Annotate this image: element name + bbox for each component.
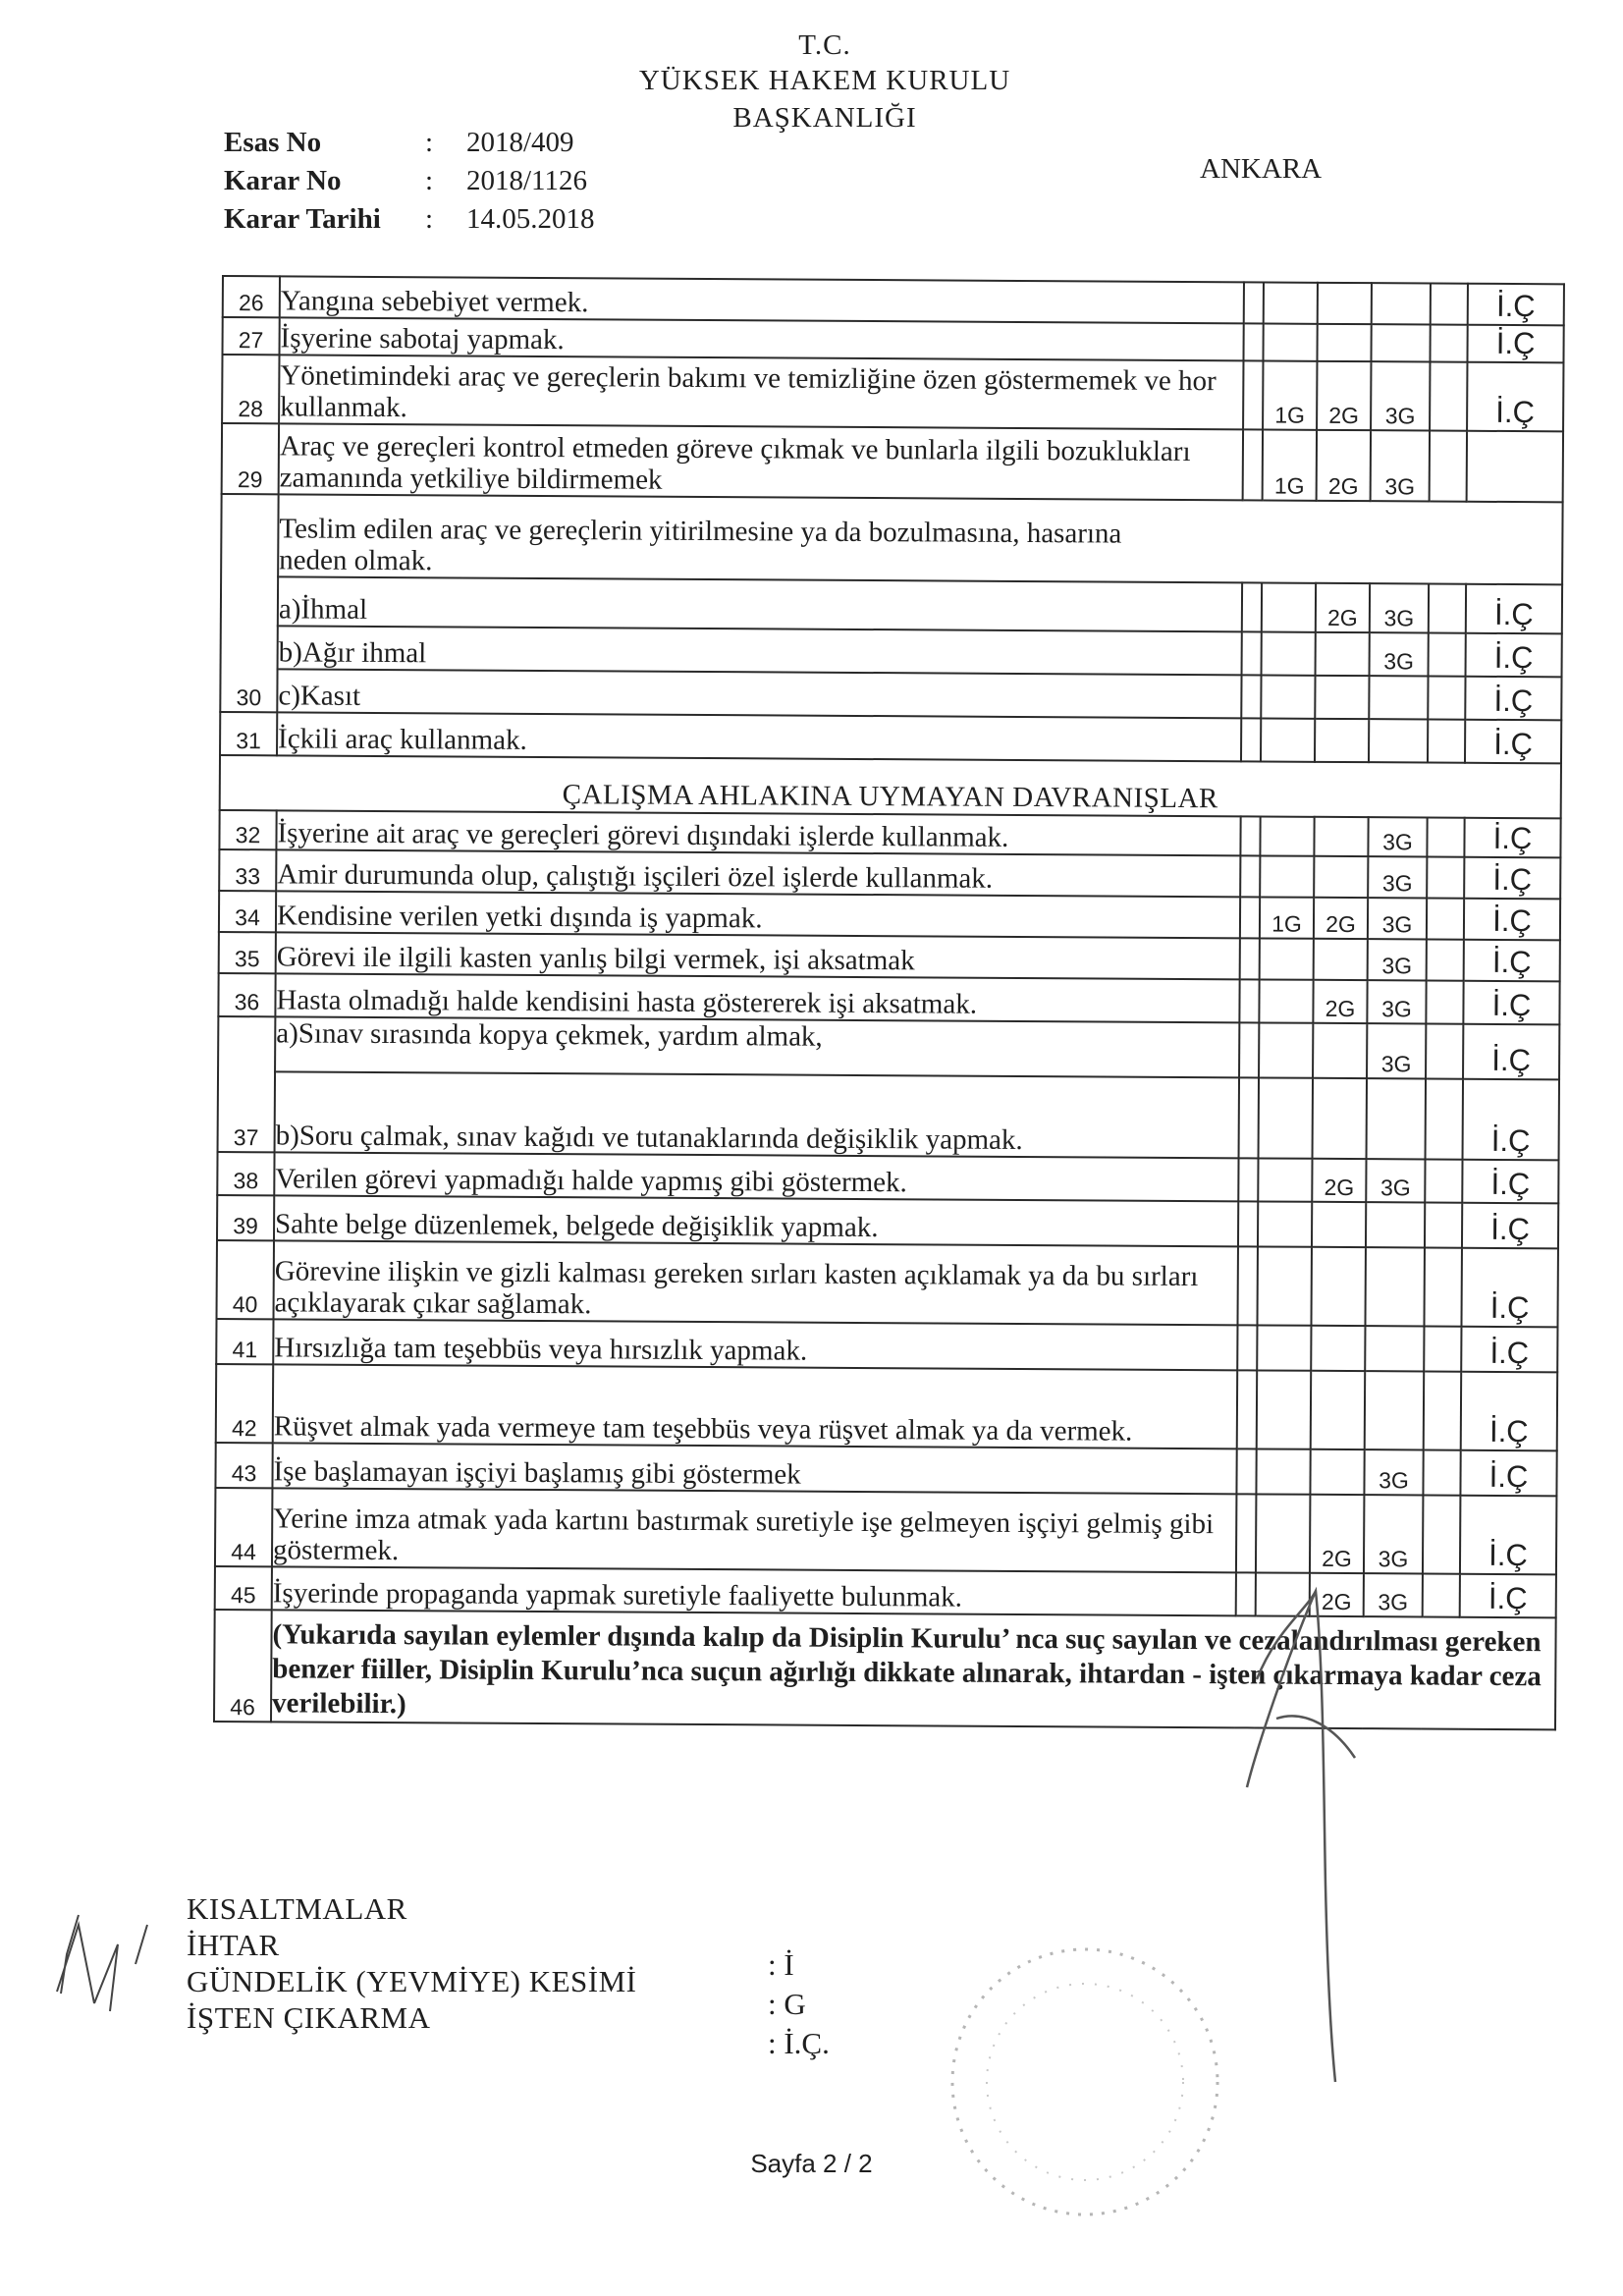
pen-ic: İ.Ç	[1463, 1079, 1559, 1161]
row-number: 27	[223, 317, 280, 355]
meta-colon: :	[425, 203, 434, 235]
pen-ic: İ.Ç	[1460, 1574, 1556, 1618]
header-institution: YÜKSEK HAKEM KURULU	[638, 65, 1011, 96]
pen-1g	[1258, 1158, 1312, 1201]
pen-3g	[1365, 1326, 1424, 1371]
pen-2g: 2G	[1310, 1495, 1364, 1573]
pen-ic: İ.Ç	[1466, 633, 1562, 678]
pen-1g	[1257, 1246, 1311, 1325]
pen-2g	[1314, 817, 1368, 856]
pen-1g	[1258, 1201, 1312, 1246]
pen-ic: İ.Ç	[1461, 1248, 1557, 1328]
pen-ic	[1467, 431, 1563, 503]
table-row	[216, 1364, 1557, 1450]
spacer-cell	[1244, 282, 1264, 323]
pen-2g	[1310, 1449, 1364, 1495]
abbreviation-values	[768, 1945, 830, 2063]
section-row	[220, 755, 1561, 818]
spacer-cell	[1426, 981, 1463, 1024]
row-subtext: b)Ağır ihmal	[278, 626, 1242, 675]
pen-3g	[1372, 283, 1431, 324]
pen-2g	[1313, 1078, 1367, 1159]
meta-value: 2018/409	[466, 127, 574, 158]
row-number: 44	[215, 1488, 272, 1566]
pen-2g	[1313, 1023, 1367, 1078]
pen-3g: 3G	[1368, 898, 1427, 939]
abbr-label: GÜNDELİK (YEVMİYE) KESİMİ	[187, 1964, 637, 1998]
pen-3g	[1365, 1247, 1424, 1326]
pen-ic: İ.Ç	[1462, 1203, 1558, 1249]
row-number: 45	[215, 1566, 272, 1610]
pen-2g	[1315, 719, 1369, 762]
spacer-cell	[1237, 1370, 1257, 1449]
pen-2g	[1314, 939, 1368, 980]
pen-2g: 2G	[1314, 898, 1368, 939]
pen-3g	[1366, 1202, 1425, 1247]
pen-1g	[1256, 1449, 1310, 1494]
pen-1g	[1259, 1022, 1313, 1077]
spacer-cell	[1238, 1158, 1258, 1201]
pen-3g: 3G	[1371, 430, 1430, 501]
spacer-cell	[1429, 633, 1466, 677]
abbreviations-title: KISALTMALAR	[187, 1891, 407, 1926]
row-subtext: c)Kasıt	[277, 669, 1241, 718]
row-text: Rüşvet almak yada vermeye tam teşebbüs veya rüşvet almak ya da vermek.	[273, 1364, 1237, 1449]
spacer-cell	[1243, 323, 1263, 360]
pen-3g: 3G	[1366, 1159, 1425, 1202]
abbr-value: : G	[768, 1987, 806, 2021]
meta-colon: :	[425, 127, 434, 158]
spacer-cell	[1424, 1248, 1461, 1327]
pen-ic: İ.Ç	[1466, 584, 1562, 634]
table-row	[222, 423, 1563, 502]
row-text: Hasta olmadığı halde kendisini hasta göstererek işi aksatmak.	[275, 973, 1239, 1022]
row-subtext: b)Soru çalmak, sınav kağıdı ve tutanaklarında değişiklik yapmak.	[275, 1071, 1239, 1158]
row-text: Görevi ile ilgili kasten yanlış bilgi vermek, işi aksatmak	[276, 932, 1240, 979]
pen-2g	[1318, 283, 1372, 324]
row-text: Amir durumunda olup, çalıştığı işçileri özel işlerde kullanmak.	[276, 849, 1240, 897]
meta-label: Karar No	[224, 165, 342, 196]
pen-ic: İ.Ç	[1468, 284, 1564, 326]
spacer-cell	[1240, 938, 1260, 979]
pen-3g: 3G	[1370, 583, 1429, 632]
pen-1g	[1260, 816, 1314, 855]
pen-1g: 1G	[1260, 897, 1314, 938]
pen-3g: 3G	[1367, 1023, 1426, 1078]
pen-3g: 3G	[1370, 632, 1429, 676]
row-text: Yerine imza atmak yada kartını bastırmak suretiyle işe gelmeyen işçiyi gelmiş gibi göstermek.	[272, 1488, 1236, 1572]
spacer-cell	[1237, 1325, 1257, 1370]
pen-3g: 3G	[1364, 1573, 1423, 1616]
pen-ic: İ.Ç	[1462, 1160, 1558, 1204]
abbr-value: : İ	[768, 1947, 794, 1982]
header-city: ANKARA	[1200, 153, 1323, 185]
pen-1g	[1262, 631, 1316, 675]
table-row	[215, 1443, 1556, 1496]
pen-ic: İ.Ç	[1461, 1327, 1557, 1373]
row-number: 39	[217, 1195, 274, 1240]
spacer-cell	[1423, 1449, 1460, 1495]
pen-1g	[1263, 323, 1317, 360]
row-text: İşyerinde propaganda yapmak suretiyle faaliyette bulunmak.	[272, 1566, 1236, 1615]
pen-ic: İ.Ç	[1460, 1450, 1556, 1497]
discipline-table	[213, 275, 1565, 1730]
pen-ic: İ.Ç	[1464, 818, 1560, 858]
pen-3g: 3G	[1364, 1449, 1423, 1495]
pen-ic: İ.Ç	[1467, 325, 1563, 363]
spacer-cell	[1430, 431, 1467, 502]
pen-3g: 3G	[1368, 856, 1427, 898]
header-tc: T.C.	[798, 29, 851, 61]
spacer-cell	[1425, 1160, 1462, 1203]
row-text: Hırsızlığa tam teşebbüs veya hırsızlık yapmak.	[273, 1319, 1237, 1370]
pen-3g: 3G	[1368, 817, 1427, 856]
row-number: 35	[219, 932, 276, 973]
table-row	[217, 1240, 1558, 1327]
pen-2g	[1317, 324, 1371, 361]
spacer-cell	[1423, 1573, 1460, 1616]
page-number: Sayfa 2 / 2	[750, 2149, 873, 2178]
spacer-cell	[1426, 1079, 1464, 1160]
spacer-cell	[1425, 1203, 1462, 1248]
spacer-cell	[1236, 1449, 1256, 1494]
row-number: 46	[214, 1610, 272, 1722]
row-number: 40	[217, 1240, 274, 1319]
handwritten-initial-mark	[49, 1895, 167, 2043]
table-row	[221, 576, 1562, 633]
meta-value: 14.05.2018	[466, 203, 595, 235]
row-number: 31	[220, 712, 277, 755]
row-text: Yangına sebebiyet vermek.	[280, 276, 1244, 323]
row-text: İçkili araç kullanmak.	[277, 712, 1241, 761]
row-number: 36	[218, 973, 275, 1016]
spacer-cell	[1241, 675, 1261, 718]
row-text: Görevine ilişkin ve gizli kalması gereken sırları kasten açıklamak ya da bu sırları açıklayarak çıkar sağlamak.	[274, 1240, 1238, 1325]
pen-1g	[1259, 979, 1313, 1022]
spacer-cell	[1240, 816, 1260, 855]
meta-label: Esas No	[224, 127, 322, 158]
pen-ic: İ.Ç	[1464, 857, 1560, 900]
row-number: 38	[217, 1152, 274, 1195]
pen-2g: 2G	[1310, 1573, 1364, 1616]
pen-ic: İ.Ç	[1465, 677, 1561, 721]
pen-3g	[1365, 1371, 1424, 1449]
spacer-cell	[1428, 720, 1465, 763]
spacer-cell	[1239, 1022, 1259, 1077]
section-title: ÇALIŞMA AHLAKINA UYMAYAN DAVRANIŞLAR	[220, 755, 1561, 818]
table-row	[216, 1319, 1557, 1372]
faded-seal-stamp	[923, 1925, 1247, 2239]
pen-1g	[1257, 1370, 1311, 1449]
row-number: 37	[218, 1016, 276, 1152]
spacer-cell	[1240, 897, 1260, 938]
row-number: 43	[215, 1443, 272, 1488]
row-number: 34	[219, 891, 276, 932]
row-subtext: a)Sınav sırasında kopya çekmek, yardım almak,	[275, 1016, 1239, 1077]
meta-esas	[224, 124, 595, 162]
spacer-cell	[1242, 582, 1262, 631]
pen-1g	[1260, 938, 1314, 979]
meta-value: 2018/1126	[466, 165, 587, 196]
table-row	[222, 355, 1563, 431]
row-number: 32	[219, 810, 276, 849]
spacer-cell	[1243, 360, 1263, 429]
spacer-cell	[1241, 718, 1261, 761]
pen-2g	[1312, 1202, 1366, 1247]
pen-3g	[1371, 324, 1430, 361]
pen-ic: İ.Ç	[1465, 720, 1561, 764]
pen-3g: 3G	[1364, 1495, 1423, 1573]
pen-2g	[1315, 676, 1369, 719]
pen-1g	[1261, 718, 1315, 761]
row-number: 29	[222, 423, 279, 494]
pen-2g	[1311, 1247, 1365, 1326]
meta-karar	[224, 162, 595, 200]
spacer-cell	[1430, 362, 1467, 431]
abbr-label: İHTAR	[187, 1928, 280, 1962]
spacer-cell	[1238, 1201, 1258, 1246]
pen-ic: İ.Ç	[1464, 899, 1560, 941]
row-number: 28	[222, 355, 279, 423]
row-text: Verilen görevi yapmadığı halde yapmış gibi göstermek.	[274, 1152, 1238, 1201]
pen-3g: 3G	[1368, 939, 1427, 980]
row-text: İşe başlamayan işçiyi başlamış gibi göstermek	[272, 1443, 1236, 1494]
meta-colon: :	[425, 165, 434, 196]
pen-1g: 1G	[1263, 429, 1317, 500]
row-number: 26	[223, 276, 280, 317]
pen-2g	[1311, 1326, 1365, 1371]
row-text: İşyerine ait araç ve gereçleri görevi dışındaki işlerde kullanmak.	[276, 810, 1240, 855]
pen-3g: 3G	[1367, 980, 1426, 1023]
general-note: (Yukarıda sayılan eylemler dışında kalıp da Disiplin Kurulu’ nca suç sayılan ve cezalandırılması gereken benzer fiiller, Disiplin Kurulu’nca suçun ağırlığı dikkate alınarak, ihtardan - işten çıkarmaya kadar ceza verilebilir.)	[271, 1610, 1556, 1729]
pen-ic: İ.Ç	[1463, 1024, 1559, 1080]
spacer-cell	[1240, 855, 1260, 897]
pen-3g: 3G	[1371, 361, 1430, 430]
spacer-cell	[1242, 631, 1262, 675]
spacer-cell	[1427, 940, 1464, 981]
table-row	[221, 494, 1562, 584]
abbr-value: : İ.Ç.	[768, 2026, 830, 2060]
spacer-cell	[1237, 1246, 1257, 1325]
row-text: Araç ve gereçleri kontrol etmeden göreve çıkmak ve bunlarla ilgili bozuklukları zamanında yetkiliye bildirmemek	[279, 423, 1243, 500]
row-text: Sahte belge düzenlemek, belgede değişiklik yapmak.	[274, 1195, 1238, 1246]
spacer-cell	[1424, 1371, 1461, 1449]
pen-2g: 2G	[1312, 1159, 1366, 1202]
spacer-cell	[1239, 1077, 1260, 1158]
header-department: BAŞKANLIĞI	[732, 102, 917, 134]
pen-2g: 2G	[1316, 583, 1370, 632]
abbreviations	[187, 1890, 636, 2036]
spacer-cell	[1243, 429, 1263, 500]
spacer-cell	[1427, 899, 1464, 940]
pen-ic: İ.Ç	[1463, 981, 1559, 1025]
pen-1g	[1261, 675, 1315, 718]
row-text: İşyerine sabotaj yapmak.	[280, 317, 1244, 360]
spacer-cell	[1426, 1024, 1463, 1079]
pen-ic: İ.Ç	[1467, 362, 1563, 432]
spacer-cell	[1431, 284, 1468, 325]
table-row	[218, 1016, 1559, 1079]
meta-label: Karar Tarihi	[224, 203, 381, 235]
meta-date	[224, 200, 595, 239]
row-text: Teslim edilen araç ve gereçlerin yitirilmesine ya da bozulmasına, hasarına neden olmak.	[278, 494, 1562, 584]
row-text: Yönetimindeki araç ve gereçlerin bakımı ve temizliğine özen göstermemek ve hor kullanmak.	[279, 355, 1243, 429]
pen-ic: İ.Ç	[1464, 940, 1560, 982]
pen-1g	[1262, 582, 1316, 631]
pen-3g	[1367, 1078, 1426, 1159]
spacer-cell	[1427, 857, 1464, 899]
abbr-label: İŞTEN ÇIKARMA	[187, 2000, 431, 2035]
spacer-cell	[1424, 1326, 1461, 1371]
spacer-cell	[1239, 979, 1259, 1022]
pen-2g	[1314, 856, 1368, 898]
row-subtext: a)İhmal	[278, 576, 1242, 631]
row-number: 30	[220, 494, 278, 712]
pen-2g	[1316, 632, 1370, 676]
pen-ic: İ.Ç	[1461, 1372, 1557, 1451]
spacer-cell	[1428, 677, 1465, 720]
pen-1g: 1G	[1263, 360, 1317, 429]
row-number: 42	[216, 1364, 273, 1443]
spacer-cell	[1429, 584, 1466, 633]
pen-1g	[1264, 282, 1318, 323]
table-row	[218, 1071, 1559, 1160]
spacer-cell	[1423, 1495, 1460, 1573]
row-text: Kendisine verilen yetki dışında iş yapmak.	[276, 891, 1240, 938]
pen-3g	[1369, 676, 1428, 719]
pen-ic: İ.Ç	[1460, 1496, 1556, 1575]
row-number: 33	[219, 849, 276, 891]
pen-1g	[1259, 1077, 1313, 1158]
pen-2g	[1311, 1371, 1365, 1449]
spacer-cell	[1430, 325, 1467, 362]
table-row	[217, 1195, 1558, 1248]
case-meta	[224, 124, 595, 239]
pen-1g	[1260, 855, 1314, 897]
pen-2g: 2G	[1317, 361, 1371, 430]
pen-1g	[1257, 1325, 1311, 1370]
spacer-cell	[1427, 818, 1464, 857]
row-number: 41	[216, 1319, 273, 1364]
pen-2g: 2G	[1317, 430, 1371, 501]
pen-2g: 2G	[1313, 980, 1367, 1023]
pen-3g	[1369, 719, 1428, 762]
